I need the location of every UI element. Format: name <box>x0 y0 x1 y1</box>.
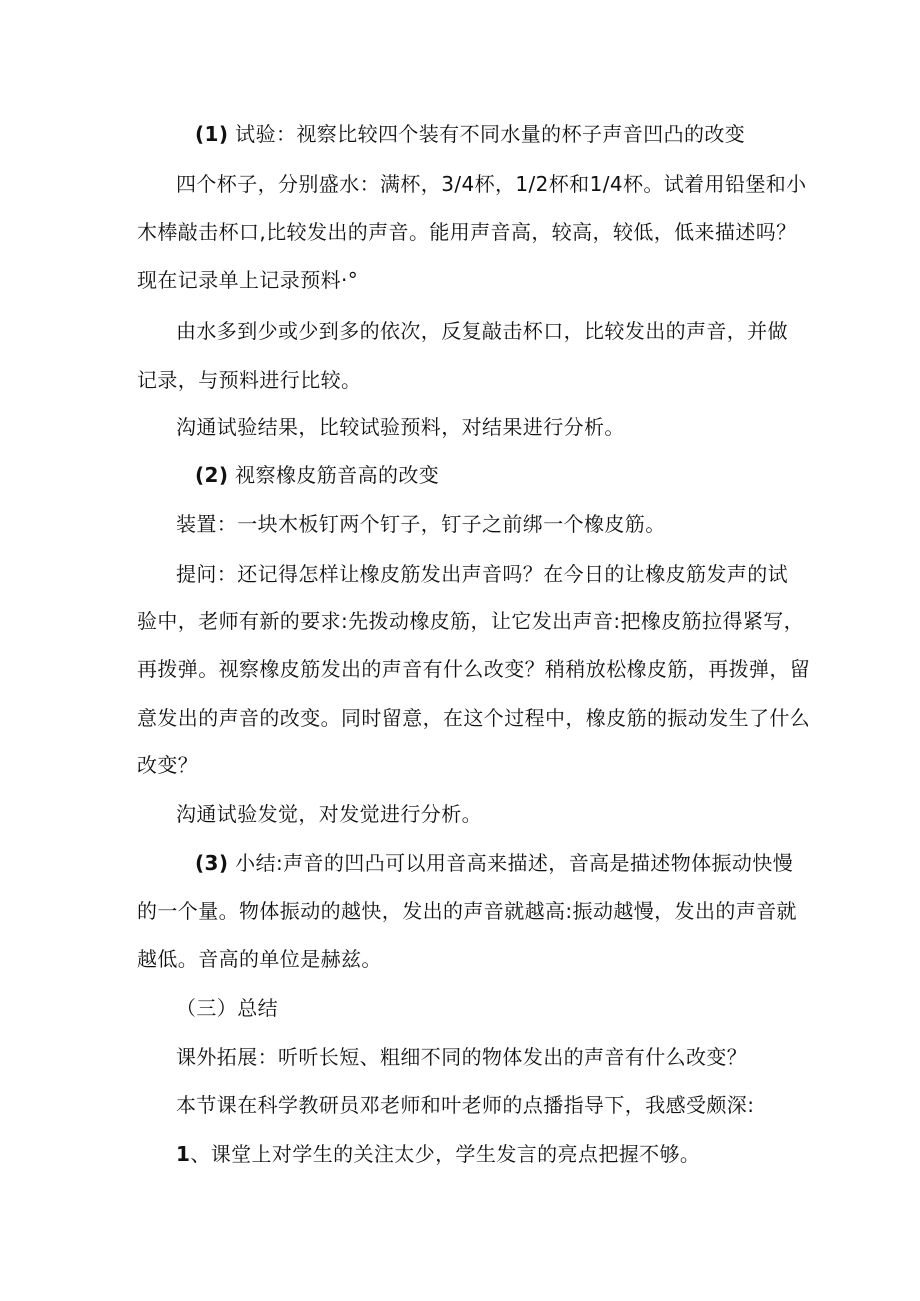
paragraph-line: 课外拓展：听听长短、粗细不同的物体发出的声音有什么改变？ <box>176 1045 748 1069</box>
paragraph-line: 再拨弹。视察橡皮筋发出的声音有什么改变？稍稍放松橡皮筋，再拨弹，留 <box>137 657 811 681</box>
paragraph-line: 提问：还记得怎样让橡皮筋发出声音吗？在今日的让橡皮筋发声的试 <box>176 562 788 586</box>
section-heading-conclusion: （三）总结 <box>176 996 278 1020</box>
paragraph-line: 验中，老师有新的要求:先拨动橡皮筋，让它发出声音:把橡皮筋拉得紧写， <box>137 609 805 633</box>
paragraph-line: 沟通试验发觉，对发觉进行分析。 <box>176 802 482 826</box>
paragraph-line: 越低。音高的单位是赫兹。 <box>137 947 382 971</box>
paragraph-line: 沟通试验结果，比较试验预料，对结果进行分析。 <box>176 415 625 439</box>
paragraph-line: 本节课在科学教研员邓老师和叶老师的点播指导下，我感受颇深: <box>176 1093 755 1117</box>
paragraph-line: 记录，与预料进行比较。 <box>137 368 362 392</box>
heading-summary-3: (3) 小结:声音的凹凸可以用音高来描述，音高是描述物体振动快慢 <box>195 851 794 875</box>
paragraph-line: 改变？ <box>137 753 199 777</box>
paragraph-line: 的一个量。物体振动的越快，发出的声音就越高:振动越慢，发出的声音就 <box>137 899 797 923</box>
heading-experiment-1: (1) 试验：视察比较四个装有不同水量的杯子声音凹凸的改变 <box>195 122 746 146</box>
paragraph-line: 由水多到少或少到多的依次，反复敲击杯口，比较发出的声音，并做 <box>176 319 788 343</box>
paragraph-line: 四个杯子，分别盛水：满杯，3/4杯，1/2杯和1/4杯。试着用铅堡和小 <box>176 172 807 196</box>
list-item-1: 1、课堂上对学生的关注太少，学生发言的亮点把握不够。 <box>176 1142 701 1166</box>
paragraph-line: 现在记录单上记录预料·° <box>137 268 359 292</box>
heading-experiment-2: (2) 视察橡皮筋音高的改变 <box>195 463 440 487</box>
paragraph-line: 意发出的声音的改变。同时留意，在这个过程中，橡皮筋的振动发生了什么 <box>137 706 811 730</box>
paragraph-line: 木棒敲击杯口,比较发出的声音。能用声音高，较高，较低，低来描述吗？ <box>137 220 797 244</box>
paragraph-line: 装置：一块木板钉两个钉子，钉子之前绑一个橡皮筋。 <box>176 512 666 536</box>
